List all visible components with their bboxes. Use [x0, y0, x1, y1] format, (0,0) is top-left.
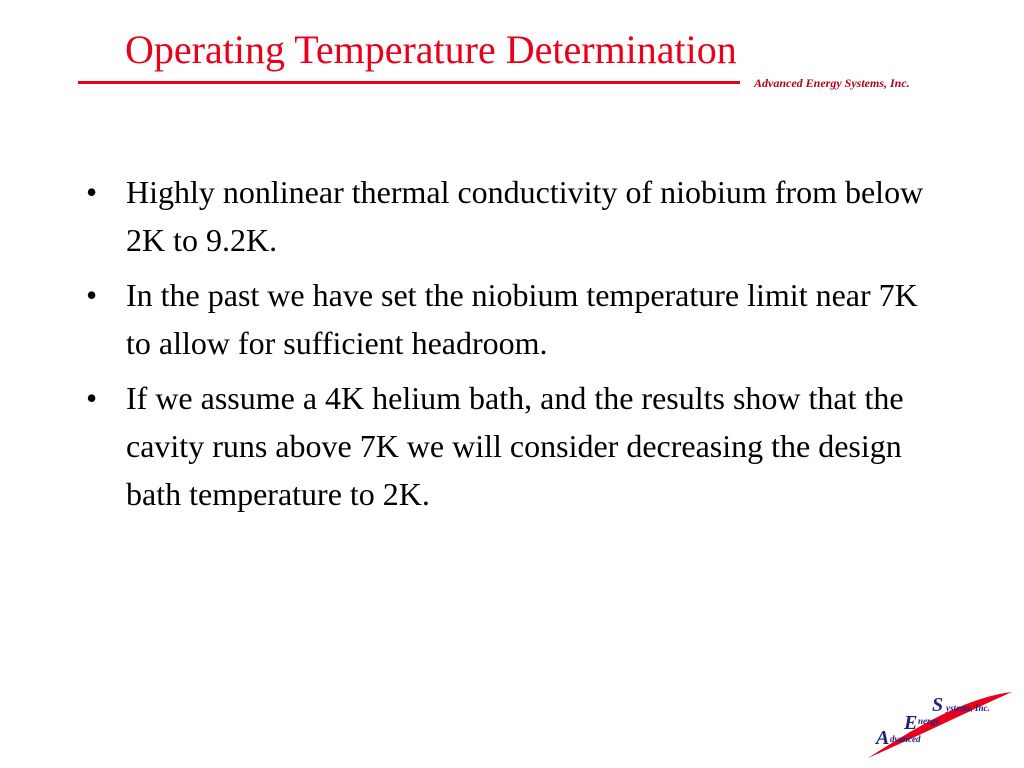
bullet-marker: •: [86, 174, 98, 210]
logo-a-letter: A: [876, 727, 890, 749]
slide-title: Operating Temperature Determination: [125, 27, 737, 72]
title-divider: [78, 81, 740, 84]
logo-s-rest: ystems, Inc.: [946, 703, 990, 713]
bullet-item: [86, 271, 946, 367]
bullet-list: [86, 168, 946, 525]
logo-a-rest: dvanced: [890, 734, 921, 744]
bullet-text: Highly nonlinear thermal conductivity of niobium from below 2K to 9.2K.: [126, 174, 924, 258]
bullet-text: If we assume a 4K helium bath, and the results show that the cavity runs above 7K we will consider decreasing the design bath temperature to 2K.: [126, 380, 904, 512]
bullet-item: [86, 168, 946, 264]
bullet-item: [86, 374, 946, 518]
bullet-text: In the past we have set the niobium temperature limit near 7K to allow for sufficient headroom.: [126, 277, 918, 361]
logo-e-rest: nergy: [918, 716, 939, 726]
logo-s-letter: S: [932, 694, 944, 716]
logo-e-letter: E: [904, 712, 918, 734]
bullet-marker: •: [86, 380, 98, 416]
logo-graphic: [866, 684, 1016, 764]
company-logo: [866, 684, 1016, 764]
company-name: Advanced Energy Systems, Inc.: [754, 76, 910, 90]
bullet-marker: •: [86, 277, 98, 313]
